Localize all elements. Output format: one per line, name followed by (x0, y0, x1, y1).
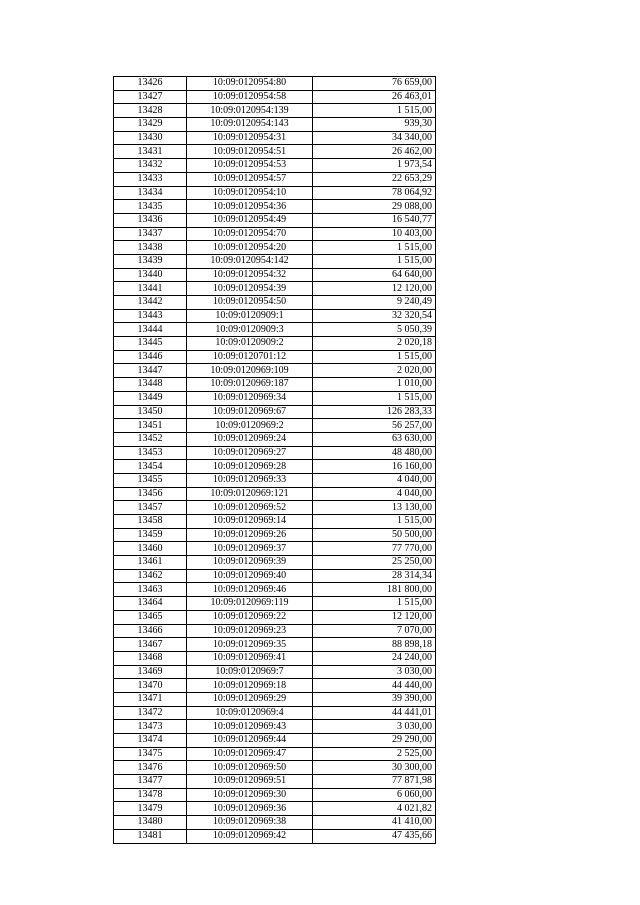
table-row (114, 610, 436, 624)
table-row (114, 378, 436, 392)
row-number-cell: 13465 (114, 610, 187, 624)
table-row (114, 90, 436, 104)
amount-cell: 29 290,00 (313, 734, 436, 748)
amount-cell: 76 659,00 (313, 77, 436, 91)
amount-cell: 12 120,00 (313, 610, 436, 624)
cadastral-number-cell: 10:09:0120909:3 (187, 323, 313, 337)
table-row (114, 460, 436, 474)
table-row (114, 213, 436, 227)
cadastral-number-cell: 10:09:0120954:53 (187, 159, 313, 173)
amount-cell: 39 390,00 (313, 692, 436, 706)
amount-cell: 32 320,54 (313, 309, 436, 323)
row-number-cell: 13442 (114, 296, 187, 310)
row-number-cell: 13468 (114, 651, 187, 665)
amount-cell: 1 515,00 (313, 515, 436, 529)
row-number-cell: 13449 (114, 391, 187, 405)
table-row (114, 829, 436, 843)
row-number-cell: 13469 (114, 665, 187, 679)
table-row (114, 816, 436, 830)
row-number-cell: 13473 (114, 720, 187, 734)
amount-cell: 7 070,00 (313, 624, 436, 638)
row-number-cell: 13443 (114, 309, 187, 323)
cadastral-number-cell: 10:09:0120969:109 (187, 364, 313, 378)
table-row (114, 296, 436, 310)
row-number-cell: 13466 (114, 624, 187, 638)
amount-cell: 10 403,00 (313, 227, 436, 241)
amount-cell: 64 640,00 (313, 268, 436, 282)
amount-cell: 2 020,00 (313, 364, 436, 378)
table-row (114, 145, 436, 159)
amount-cell: 9 240,49 (313, 296, 436, 310)
cadastral-number-cell: 10:09:0120969:24 (187, 432, 313, 446)
table-row (114, 254, 436, 268)
row-number-cell: 13475 (114, 747, 187, 761)
amount-cell: 78 064,92 (313, 186, 436, 200)
cadastral-number-cell: 10:09:0120969:50 (187, 761, 313, 775)
cadastral-number-cell: 10:09:0120954:51 (187, 145, 313, 159)
cadastral-number-cell: 10:09:0120969:23 (187, 624, 313, 638)
cadastral-number-cell: 10:09:0120969:51 (187, 775, 313, 789)
cadastral-number-cell: 10:09:0120969:46 (187, 583, 313, 597)
amount-cell: 3 030,00 (313, 720, 436, 734)
amount-cell: 1 515,00 (313, 254, 436, 268)
cadastral-number-cell: 10:09:0120969:43 (187, 720, 313, 734)
row-number-cell: 13451 (114, 419, 187, 433)
row-number-cell: 13472 (114, 706, 187, 720)
table-row (114, 118, 436, 132)
row-number-cell: 13452 (114, 432, 187, 446)
table-row (114, 200, 436, 214)
cadastral-number-cell: 10:09:0120969:121 (187, 487, 313, 501)
table-row (114, 350, 436, 364)
amount-cell: 24 240,00 (313, 651, 436, 665)
cadastral-number-cell: 10:09:0120969:22 (187, 610, 313, 624)
table-row (114, 391, 436, 405)
row-number-cell: 13474 (114, 734, 187, 748)
cadastral-number-cell: 10:09:0120969:41 (187, 651, 313, 665)
amount-cell: 16 160,00 (313, 460, 436, 474)
row-number-cell: 13463 (114, 583, 187, 597)
table-row (114, 638, 436, 652)
row-number-cell: 13453 (114, 446, 187, 460)
table-body (114, 77, 436, 844)
amount-cell: 5 050,39 (313, 323, 436, 337)
cadastral-number-cell: 10:09:0120969:4 (187, 706, 313, 720)
amount-cell: 939,30 (313, 118, 436, 132)
amount-cell: 44 441,01 (313, 706, 436, 720)
cadastral-number-cell: 10:09:0120969:35 (187, 638, 313, 652)
cadastral-number-cell: 10:09:0120954:39 (187, 282, 313, 296)
table-row (114, 131, 436, 145)
cadastral-number-cell: 10:09:0120954:49 (187, 213, 313, 227)
row-number-cell: 13430 (114, 131, 187, 145)
table-row (114, 528, 436, 542)
table-row (114, 802, 436, 816)
row-number-cell: 13444 (114, 323, 187, 337)
table-row (114, 104, 436, 118)
amount-cell: 77 770,00 (313, 542, 436, 556)
cadastral-number-cell: 10:09:0120969:18 (187, 679, 313, 693)
table-row (114, 706, 436, 720)
row-number-cell: 13450 (114, 405, 187, 419)
row-number-cell: 13456 (114, 487, 187, 501)
amount-cell: 1 515,00 (313, 350, 436, 364)
amount-cell: 48 480,00 (313, 446, 436, 460)
cadastral-number-cell: 10:09:0120954:143 (187, 118, 313, 132)
cadastral-number-cell: 10:09:0120701:12 (187, 350, 313, 364)
cadastral-number-cell: 10:09:0120969:14 (187, 515, 313, 529)
row-number-cell: 13476 (114, 761, 187, 775)
cadastral-number-cell: 10:09:0120969:37 (187, 542, 313, 556)
amount-cell: 1 515,00 (313, 597, 436, 611)
cadastral-number-cell: 10:09:0120969:28 (187, 460, 313, 474)
data-table (113, 76, 436, 844)
row-number-cell: 13440 (114, 268, 187, 282)
table-row (114, 405, 436, 419)
row-number-cell: 13459 (114, 528, 187, 542)
amount-cell: 41 410,00 (313, 816, 436, 830)
row-number-cell: 13461 (114, 556, 187, 570)
table-row (114, 515, 436, 529)
row-number-cell: 13458 (114, 515, 187, 529)
cadastral-number-cell: 10:09:0120909:1 (187, 309, 313, 323)
cadastral-number-cell: 10:09:0120969:187 (187, 378, 313, 392)
cadastral-number-cell: 10:09:0120954:50 (187, 296, 313, 310)
amount-cell: 3 030,00 (313, 665, 436, 679)
table-row (114, 323, 436, 337)
table-row (114, 747, 436, 761)
row-number-cell: 13477 (114, 775, 187, 789)
amount-cell: 44 440,00 (313, 679, 436, 693)
table-row (114, 583, 436, 597)
row-number-cell: 13481 (114, 829, 187, 843)
row-number-cell: 13460 (114, 542, 187, 556)
table-row (114, 282, 436, 296)
row-number-cell: 13464 (114, 597, 187, 611)
table-row (114, 337, 436, 351)
row-number-cell: 13429 (114, 118, 187, 132)
cadastral-number-cell: 10:09:0120954:20 (187, 241, 313, 255)
row-number-cell: 13427 (114, 90, 187, 104)
table-row (114, 446, 436, 460)
amount-cell: 88 898,18 (313, 638, 436, 652)
table-row (114, 542, 436, 556)
row-number-cell: 13470 (114, 679, 187, 693)
cadastral-number-cell: 10:09:0120954:36 (187, 200, 313, 214)
amount-cell: 2 020,18 (313, 337, 436, 351)
row-number-cell: 13431 (114, 145, 187, 159)
row-number-cell: 13479 (114, 802, 187, 816)
table-row (114, 186, 436, 200)
amount-cell: 2 525,00 (313, 747, 436, 761)
table-row (114, 473, 436, 487)
table-row (114, 241, 436, 255)
cadastral-number-cell: 10:09:0120969:67 (187, 405, 313, 419)
amount-cell: 12 120,00 (313, 282, 436, 296)
amount-cell: 22 653,29 (313, 172, 436, 186)
table-row (114, 651, 436, 665)
cadastral-number-cell: 10:09:0120969:119 (187, 597, 313, 611)
table-row (114, 172, 436, 186)
cadastral-number-cell: 10:09:0120954:57 (187, 172, 313, 186)
cadastral-number-cell: 10:09:0120969:27 (187, 446, 313, 460)
row-number-cell: 13439 (114, 254, 187, 268)
amount-cell: 25 250,00 (313, 556, 436, 570)
row-number-cell: 13434 (114, 186, 187, 200)
row-number-cell: 13467 (114, 638, 187, 652)
amount-cell: 56 257,00 (313, 419, 436, 433)
cadastral-number-cell: 10:09:0120954:139 (187, 104, 313, 118)
cadastral-number-cell: 10:09:0120969:38 (187, 816, 313, 830)
cadastral-number-cell: 10:09:0120954:32 (187, 268, 313, 282)
amount-cell: 47 435,66 (313, 829, 436, 843)
table-row (114, 761, 436, 775)
table-row (114, 159, 436, 173)
row-number-cell: 13432 (114, 159, 187, 173)
row-number-cell: 13454 (114, 460, 187, 474)
row-number-cell: 13433 (114, 172, 187, 186)
row-number-cell: 13480 (114, 816, 187, 830)
table-row (114, 227, 436, 241)
amount-cell: 26 462,00 (313, 145, 436, 159)
table-row (114, 788, 436, 802)
cadastral-number-cell: 10:09:0120969:34 (187, 391, 313, 405)
table-row (114, 734, 436, 748)
table-row (114, 419, 436, 433)
table-row (114, 309, 436, 323)
table-row (114, 679, 436, 693)
cadastral-number-cell: 10:09:0120969:40 (187, 569, 313, 583)
amount-cell: 1 515,00 (313, 104, 436, 118)
table-row (114, 720, 436, 734)
table-row (114, 665, 436, 679)
row-number-cell: 13441 (114, 282, 187, 296)
row-number-cell: 13457 (114, 501, 187, 515)
row-number-cell: 13448 (114, 378, 187, 392)
amount-cell: 4 021,82 (313, 802, 436, 816)
row-number-cell: 13471 (114, 692, 187, 706)
cadastral-number-cell: 10:09:0120954:70 (187, 227, 313, 241)
table-row (114, 268, 436, 282)
cadastral-number-cell: 10:09:0120909:2 (187, 337, 313, 351)
amount-cell: 6 060,00 (313, 788, 436, 802)
cadastral-number-cell: 10:09:0120954:58 (187, 90, 313, 104)
row-number-cell: 13436 (114, 213, 187, 227)
amount-cell: 30 300,00 (313, 761, 436, 775)
cadastral-number-cell: 10:09:0120969:52 (187, 501, 313, 515)
cadastral-number-cell: 10:09:0120969:29 (187, 692, 313, 706)
amount-cell: 4 040,00 (313, 487, 436, 501)
cadastral-number-cell: 10:09:0120969:2 (187, 419, 313, 433)
table-row (114, 624, 436, 638)
amount-cell: 26 463,01 (313, 90, 436, 104)
cadastral-number-cell: 10:09:0120954:31 (187, 131, 313, 145)
row-number-cell: 13445 (114, 337, 187, 351)
amount-cell: 181 800,00 (313, 583, 436, 597)
row-number-cell: 13437 (114, 227, 187, 241)
row-number-cell: 13455 (114, 473, 187, 487)
row-number-cell: 13426 (114, 77, 187, 91)
table-row (114, 692, 436, 706)
amount-cell: 34 340,00 (313, 131, 436, 145)
row-number-cell: 13446 (114, 350, 187, 364)
amount-cell: 16 540,77 (313, 213, 436, 227)
row-number-cell: 13447 (114, 364, 187, 378)
row-number-cell: 13435 (114, 200, 187, 214)
table-row (114, 501, 436, 515)
amount-cell: 29 088,00 (313, 200, 436, 214)
table-row (114, 77, 436, 91)
amount-cell: 77 871,98 (313, 775, 436, 789)
cadastral-number-cell: 10:09:0120969:42 (187, 829, 313, 843)
table-row (114, 432, 436, 446)
cadastral-number-cell: 10:09:0120969:44 (187, 734, 313, 748)
row-number-cell: 13428 (114, 104, 187, 118)
cadastral-number-cell: 10:09:0120969:36 (187, 802, 313, 816)
amount-cell: 63 630,00 (313, 432, 436, 446)
amount-cell: 4 040,00 (313, 473, 436, 487)
cadastral-number-cell: 10:09:0120954:80 (187, 77, 313, 91)
cadastral-number-cell: 10:09:0120969:39 (187, 556, 313, 570)
amount-cell: 126 283,33 (313, 405, 436, 419)
cadastral-number-cell: 10:09:0120954:142 (187, 254, 313, 268)
cadastral-number-cell: 10:09:0120969:7 (187, 665, 313, 679)
table-row (114, 775, 436, 789)
table-row (114, 487, 436, 501)
cadastral-number-cell: 10:09:0120969:30 (187, 788, 313, 802)
amount-cell: 1 973,54 (313, 159, 436, 173)
cadastral-number-cell: 10:09:0120969:26 (187, 528, 313, 542)
amount-cell: 1 515,00 (313, 391, 436, 405)
cadastral-number-cell: 10:09:0120954:10 (187, 186, 313, 200)
row-number-cell: 13438 (114, 241, 187, 255)
amount-cell: 50 500,00 (313, 528, 436, 542)
amount-cell: 13 130,00 (313, 501, 436, 515)
table-row (114, 556, 436, 570)
amount-cell: 1 515,00 (313, 241, 436, 255)
row-number-cell: 13462 (114, 569, 187, 583)
table-row (114, 597, 436, 611)
amount-cell: 28 314,34 (313, 569, 436, 583)
cadastral-number-cell: 10:09:0120969:33 (187, 473, 313, 487)
row-number-cell: 13478 (114, 788, 187, 802)
table-row (114, 569, 436, 583)
cadastral-number-cell: 10:09:0120969:47 (187, 747, 313, 761)
table-row (114, 364, 436, 378)
amount-cell: 1 010,00 (313, 378, 436, 392)
